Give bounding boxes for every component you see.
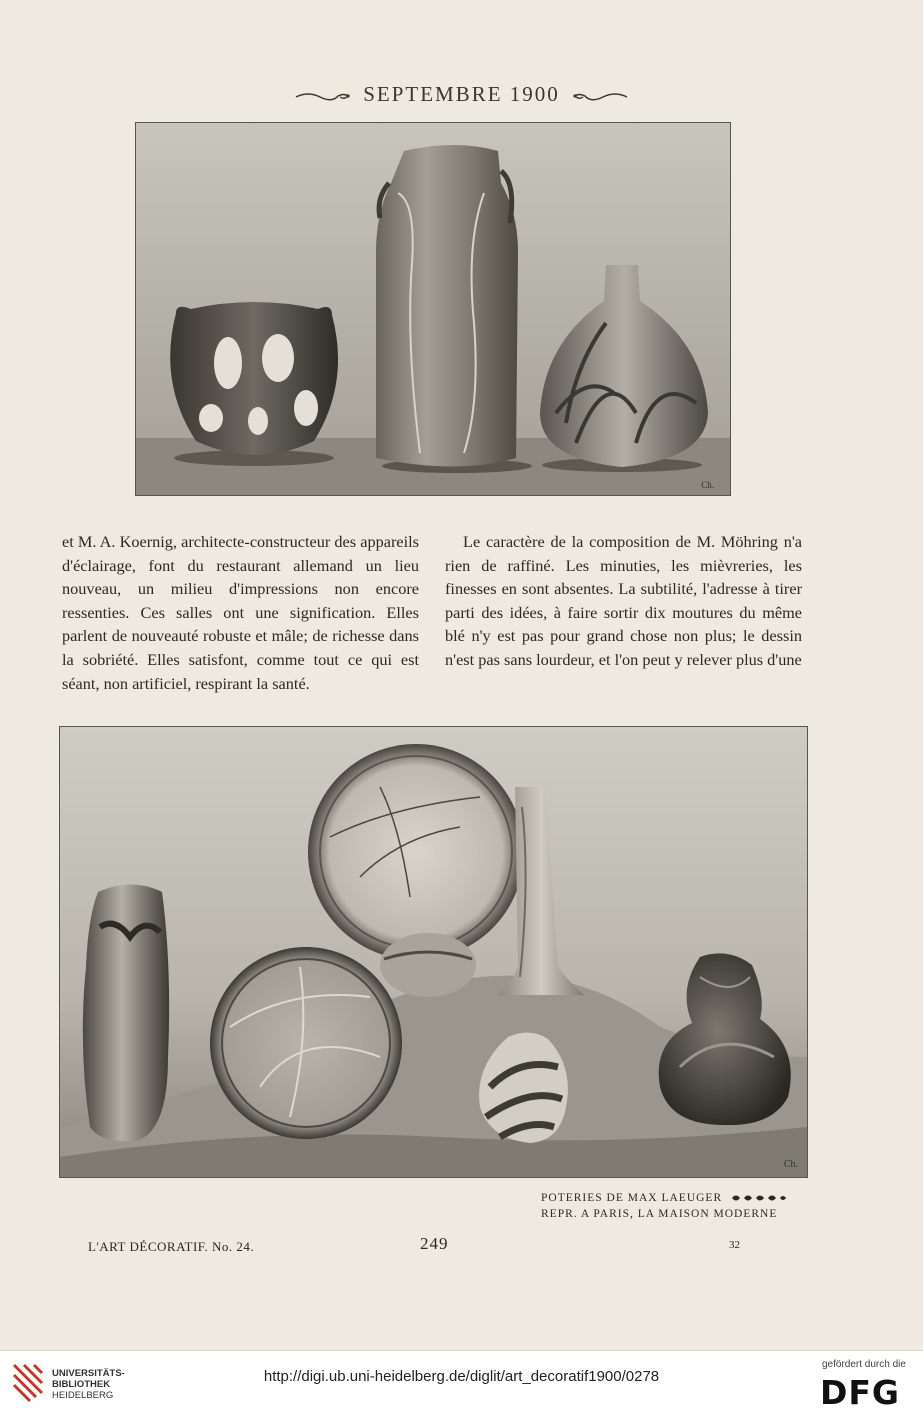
permalink-url[interactable]: http://digi.ub.uni-heidelberg.de/diglit/art_decoratif1900/0278 <box>263 1368 660 1385</box>
photo-pottery-group <box>59 726 808 1178</box>
photo1-signature: Ch. <box>701 480 714 490</box>
header-title: SEPTEMBRE 1900 <box>363 82 560 106</box>
right-ornament-icon <box>571 89 629 103</box>
paragraph-left: et M. A. Koernig, architecte-constructeur des appareils d'éclairage, font du restaurant allemand un lieu nouveau, un milieu d'impressions non encore ressenties. Ces salles ont une signification. Elles parlent de nouveauté robuste et mâle; de richesse dans la sobriété. Elles satisfont, comme tout ce qui est séant, non artificiel, respirant la santé. <box>62 532 419 693</box>
photo-pottery-group-image <box>60 727 807 1177</box>
sponsor-label: gefördert durch die <box>822 1359 906 1370</box>
fleuron-ornament-icon <box>730 1193 786 1203</box>
viewer-footer-bar <box>0 1350 923 1418</box>
photo-three-vases-image <box>136 123 730 495</box>
journal-footer: L'ART DÉCORATIF. No. 24. <box>88 1239 255 1254</box>
text-column-left <box>62 530 419 695</box>
running-header <box>0 82 923 107</box>
left-ornament-icon <box>294 89 352 103</box>
photo-three-vases <box>135 122 731 496</box>
photo-caption <box>541 1190 786 1222</box>
university-library-name[interactable]: UNIVERSITÄTS- BIBLIOTHEK HEIDELBERG <box>52 1368 125 1401</box>
page-number: 249 <box>420 1234 449 1253</box>
caption-line-2: REPR. A PARIS, LA MAISON MODERNE <box>541 1208 778 1220</box>
sheet-number: 32 <box>729 1239 740 1251</box>
paragraph-right: Le caractère de la composition de M. Möhring n'a rien de raffiné. Les minuties, les mièvreries, les finesses en sont absentes. La subtilité, l'adresse à tirer parti des idées, à faire sortir dix moutures du même blé n'y est pas pour grand chose non plus; le dessin n'est pas sans lourdeur, et l'on peut y relever plus d'une <box>445 532 802 669</box>
caption-line-1: POTERIES DE MAX LAEUGER <box>541 1190 786 1206</box>
dfg-logo[interactable]: DFG <box>820 1373 901 1412</box>
photo2-signature: Ch. <box>783 1159 798 1170</box>
text-column-right <box>445 530 802 672</box>
